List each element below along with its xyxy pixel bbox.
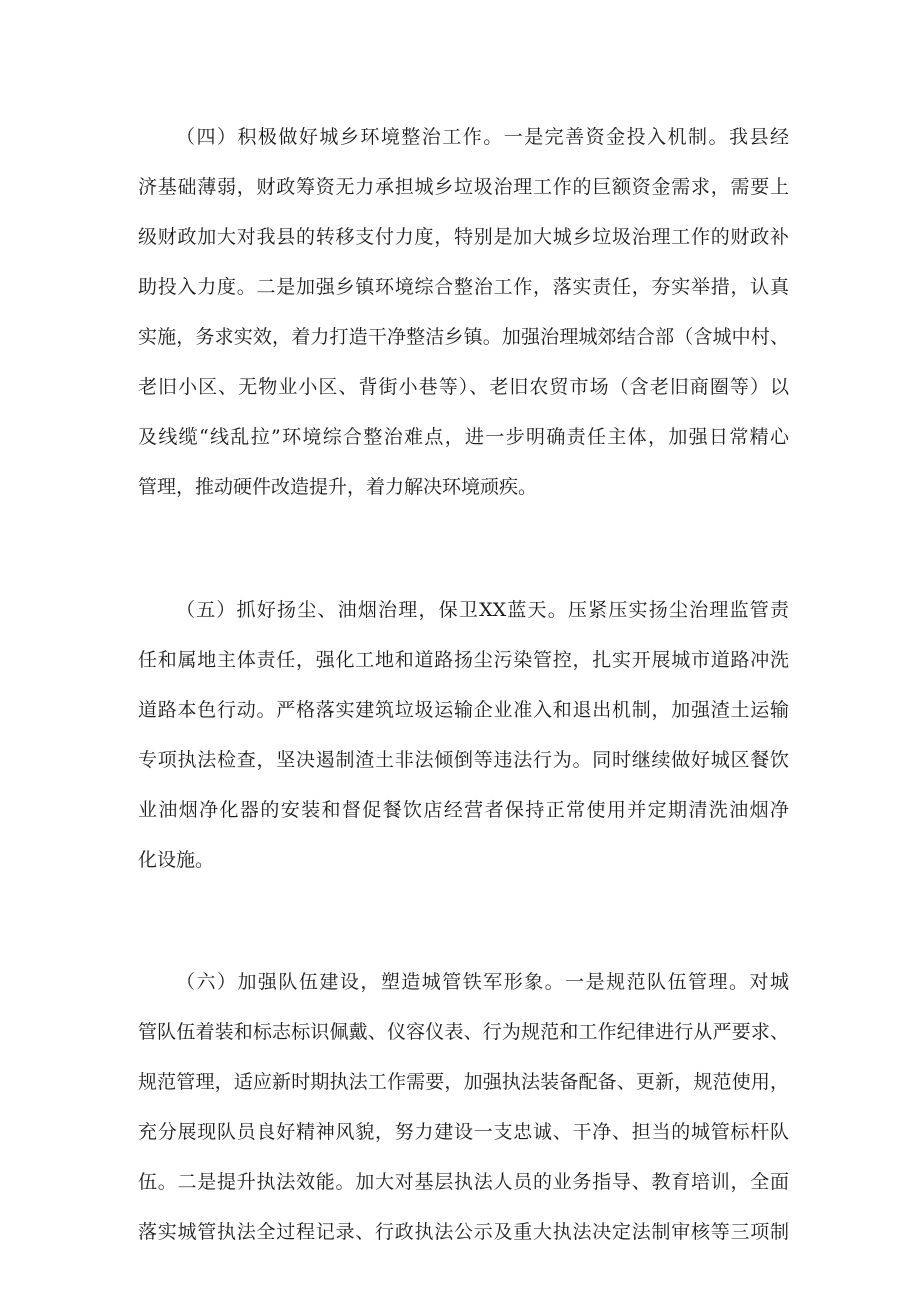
paragraph-line: 落实城管执法全过程记录、行政执法公示及重大执法决定法制审核等三项制 xyxy=(138,1221,789,1243)
paragraph-line: （六）加强队伍建设，塑造城管铁军形象。一是规范队伍管理。对城 xyxy=(176,971,789,993)
paragraph-line: 管队伍着装和标志标识佩戴、仪容仪表、行为规范和工作纪律进行从严要求、 xyxy=(138,1021,789,1043)
paragraph-line: 伍。二是提升执法效能。加大对基层执法人员的业务指导、教育培训，全面 xyxy=(138,1171,789,1193)
paragraph-line: 充分展现队员良好精神风貌，努力建设一支忠诚、干净、担当的城管标杆队 xyxy=(138,1121,789,1143)
paragraph-line: 实施，务求实效，着力打造干净整洁乡镇。加强治理城郊结合部（含城中村、 xyxy=(138,326,789,348)
paragraph-line: 管理，推动硬件改造提升，着力解决环境顽疾。 xyxy=(138,476,538,498)
paragraph-line: 道路本色行动。严格落实建筑垃圾运输企业准入和退出机制，加强渣土运输 xyxy=(138,699,789,721)
paragraph-line: 任和属地主体责任，强化工地和道路扬尘污染管控，扎实开展城市道路冲洗 xyxy=(138,649,789,671)
paragraph-line: 级财政加大对我县的转移支付力度，特别是加大城乡垃圾治理工作的财政补 xyxy=(138,226,789,248)
paragraph-line: （五）抓好扬尘、油烟治理，保卫XX蓝天。压紧压实扬尘治理监管责 xyxy=(176,599,789,621)
paragraph-line: 业油烟净化器的安装和督促餐饮店经营者保持正常使用并定期清洗油烟净 xyxy=(138,799,789,821)
paragraph-line: 济基础薄弱，财政筹资无力承担城乡垃圾治理工作的巨额资金需求，需要上 xyxy=(138,176,789,198)
paragraph-line: 老旧小区、无物业小区、背街小巷等）、老旧农贸市场（含老旧商圈等）以 xyxy=(138,376,789,398)
paragraph-line: 化设施。 xyxy=(138,849,215,871)
paragraph-line: 规范管理，适应新时期执法工作需要，加强执法装备配备、更新，规范使用， xyxy=(138,1071,789,1093)
paragraph-line: 及线缆“线乱拉”环境综合整治难点，进一步明确责任主体，加强日常精心 xyxy=(138,426,789,448)
paragraph-line: 专项执法检查，坚决遏制渣土非法倾倒等违法行为。同时继续做好城区餐饮 xyxy=(138,749,789,771)
paragraph-line: （四）积极做好城乡环境整治工作。一是完善资金投入机制。我县经 xyxy=(176,126,789,148)
paragraph-line: 助投入力度。二是加强乡镇环境综合整治工作，落实责任，夯实举措，认真 xyxy=(138,276,789,298)
